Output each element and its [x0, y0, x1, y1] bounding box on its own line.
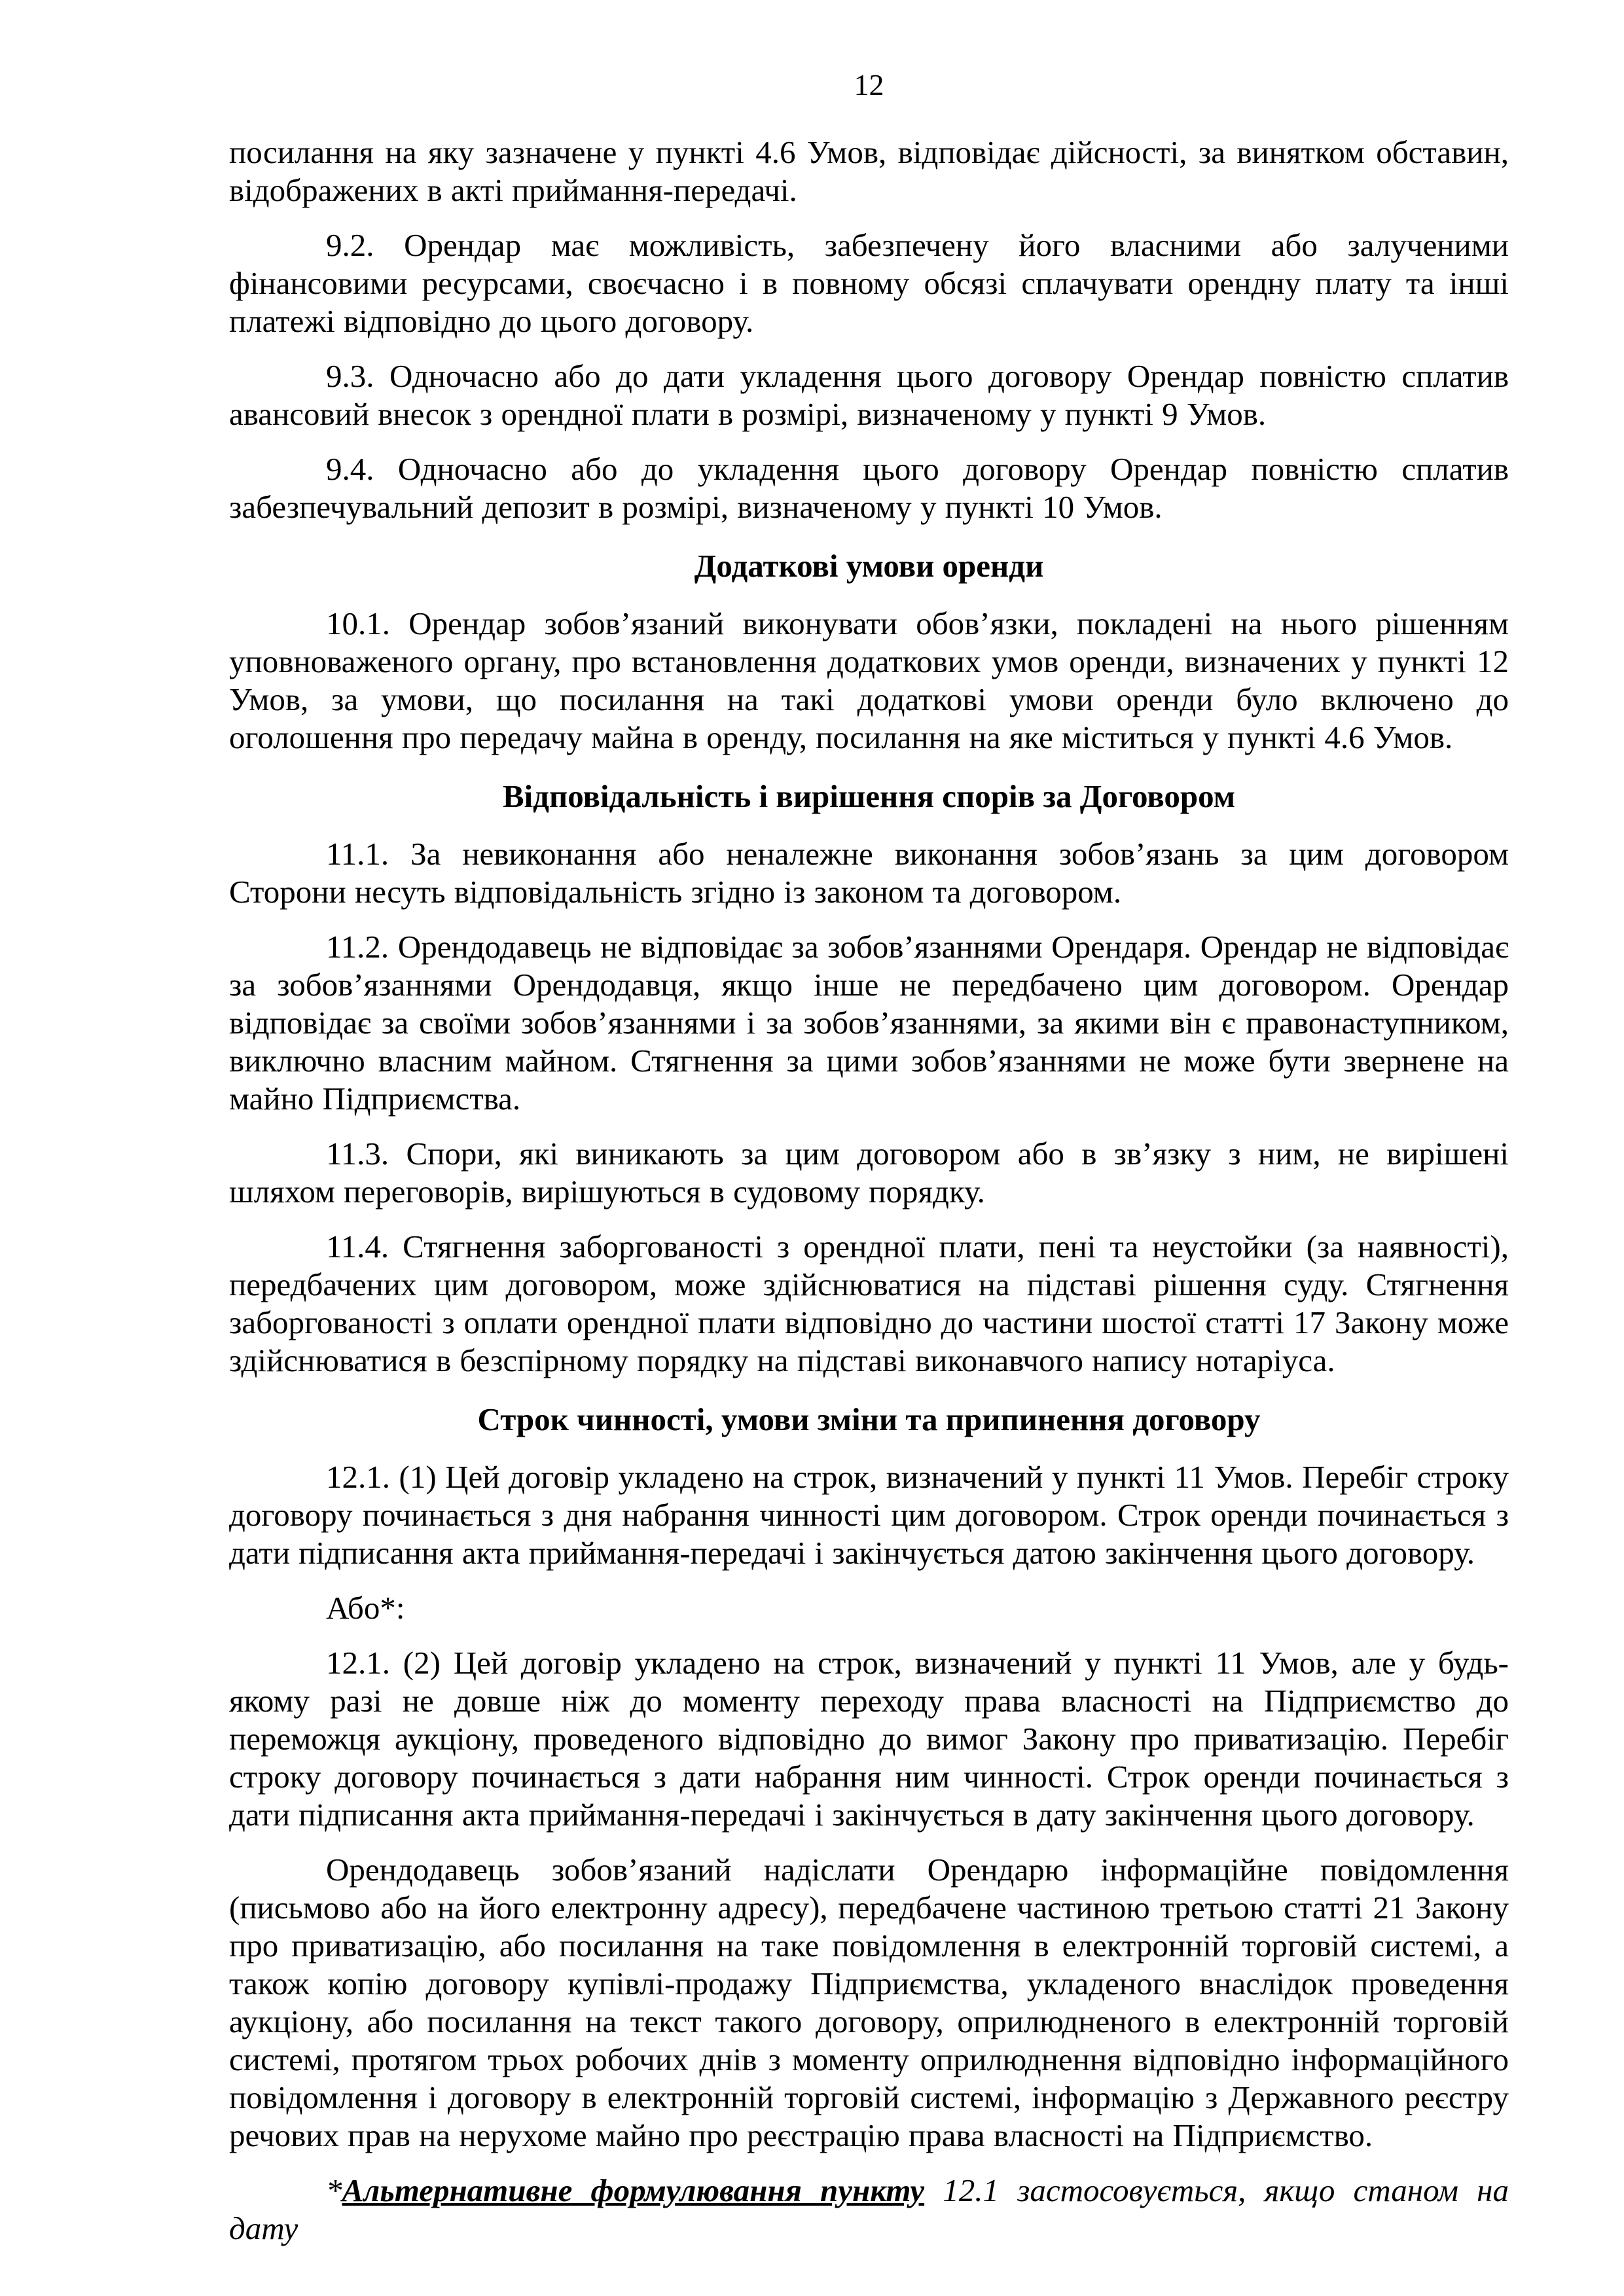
section-heading: Відповідальність і вирішення спорів за Договором — [502, 778, 1236, 814]
footnote-paragraph — [229, 2172, 1509, 2248]
paragraph: 10.1. Орендар зобов’язаний виконувати обов’язки, покладені на нього рішенням уповноваженого органу, про встановлення додаткових умов оренди, визначених у пункті 12 Умов, за умови, що посилання на такі додаткові умови оренди було включено до оголошення про передачу майна в оренду, посилання на яке міститься у пункті 4.6 Умов. — [229, 605, 1509, 755]
paragraph: 12.1. (1) Цей договір укладено на строк, визначений у пункті 11 Умов. Перебіг строку договору починається з дня набрання чинності цим договором. Строк оренди починається з дати підписання акта приймання-передачі і закінчується датою закінчення цього договору. — [229, 1458, 1509, 1571]
page-number: 12 — [854, 68, 884, 101]
text-run: 12.1 застосовується, якщо станом на дату — [229, 2172, 1509, 2246]
section-heading: Додаткові умови оренди — [694, 547, 1044, 584]
paragraph: Орендодавець зобов’язаний надіслати Орендарю інформаційне повідомлення (письмово або на його електронну адресу), передбачене частиною третьою статті 21 Закону про приватизацію, або посилання на таке повідомлення в електронній торговій системі, а також копію договору купівлі-продажу Підприємства, укладеного внаслідок проведення аукціону, або посилання на текст такого договору, оприлюдненого в електронній торговій системі, протягом трьох робочих днів з моменту оприлюднення відповідно інформаційного повідомлення і договору в електронній торговій системі, інформацію з Державного реєстру речових прав на нерухоме майно про реєстрацію права власності на Підприємство. — [229, 1851, 1509, 2153]
paragraph: посилання на яку зазначене у пункті 4.6 Умов, відповідає дійсності, за винятком обставин, відображених в акті приймання-передачі. — [229, 134, 1509, 208]
paragraph: 12.1. (2) Цей договір укладено на строк, визначений у пункті 11 Умов, але у будь-якому разі не довше ніж до моменту переходу права власності на Підприємство до переможця аукціону, проведеного відповідно до вимог Закону про приватизацію. Перебіг строку договору починається з дати набрання ним чинності. Строк оренди починається з дати підписання акта приймання-передачі і закінчується в дату закінчення цього договору. — [229, 1644, 1509, 1833]
text-run: Альтернативне формулювання пункту — [342, 2172, 925, 2208]
paragraph: 11.2. Орендодавець не відповідає за зобов’язаннями Орендаря. Орендар не відповідає за зобов’язаннями Орендодавця, якщо інше не передбачено цим договором. Орендар відповідає за своїми зобов’язаннями і за зобов’язаннями, за якими він є правонаступником, виключно власним майном. Стягнення за цими зобов’язаннями не може бути звернене на майно Підприємства. — [229, 928, 1509, 1117]
paragraph: 9.2. Орендар має можливість, забезпечену його власними або залученими фінансовими ресурсами, своєчасно і в повному обсязі сплачувати орендну плату та інші платежі відповідно до цього договору. — [229, 226, 1509, 339]
paragraph: Або*: — [326, 1589, 405, 1626]
text-run: * — [326, 2172, 342, 2208]
paragraph: 11.3. Спори, які виникають за цим договором або в зв’язку з ним, не вирішені шляхом переговорів, вирішуються в судовому порядку. — [229, 1135, 1509, 1210]
paragraph: 9.4. Одночасно або до укладення цього договору Орендар повністю сплатив забезпечувальний депозит в розмірі, визначеному у пункті 10 Умов. — [229, 450, 1509, 525]
section-heading: Строк чинності, умови зміни та припинення договору — [477, 1401, 1261, 1437]
paragraph: 11.4. Стягнення заборгованості з орендної плати, пені та неустойки (за наявності), передбачених цим договором, може здійснюватися на підставі рішення суду. Стягнення заборгованості з оплати орендної плати відповідно до частини шостої статті 17 Закону може здійснюватися в безспірному порядку на підставі виконавчого напису нотаріуса. — [229, 1228, 1509, 1378]
paragraph: 11.1. За невиконання або неналежне виконання зобов’язань за цим договором Сторони несуть відповідальність згідно із законом та договором. — [229, 835, 1509, 910]
paragraph: 9.3. Одночасно або до дати укладення цього договору Орендар повністю сплатив авансовий внесок з орендної плати в розмірі, визначеному у пункті 9 Умов. — [229, 357, 1509, 432]
document-content — [229, 134, 1509, 2248]
